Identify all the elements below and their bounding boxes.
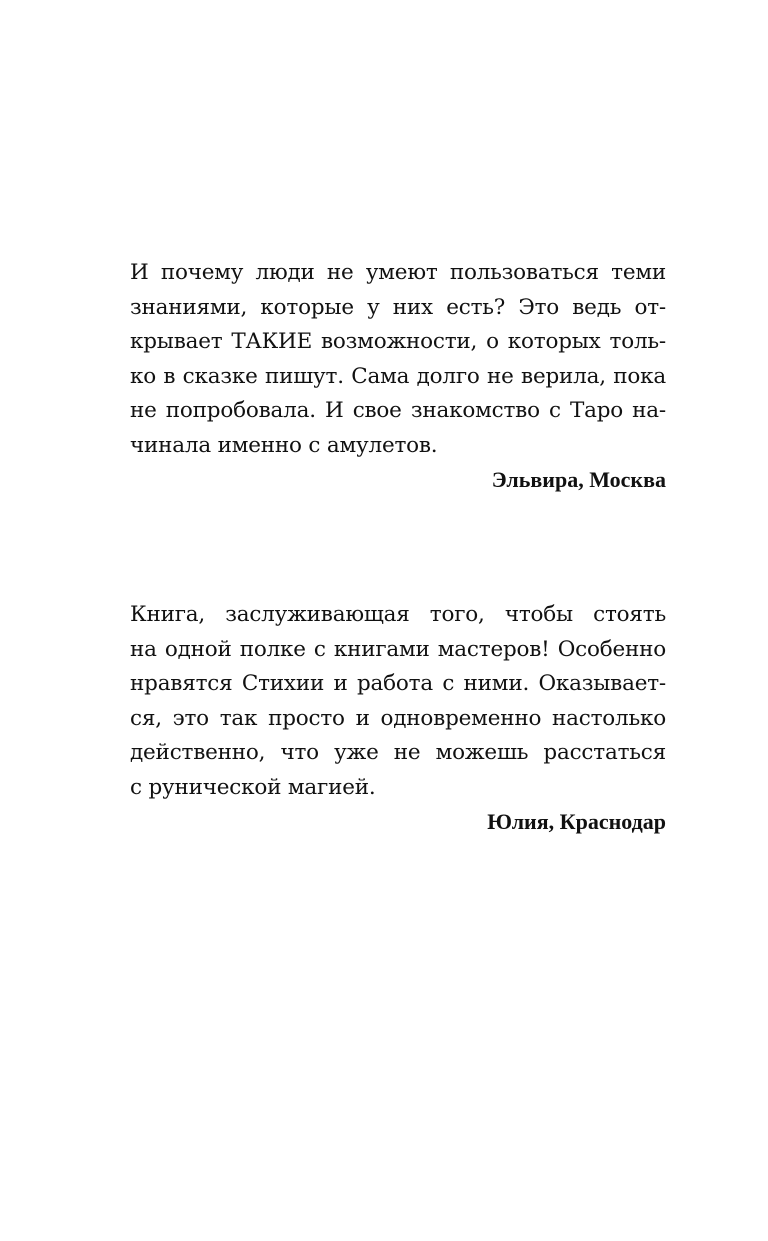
text-line: крывает ТАКИЕ возможности, о которых толь- [130,329,666,354]
text-line: Книга, заслуживающая того, чтобы стоять [130,602,666,627]
text-line: знаниями, которые у них есть? Это ведь от- [130,294,666,320]
testimonial-author: Эльвира, Москва [491,467,666,492]
testimonial-author: Юлия, Краснодар [487,809,666,834]
text-line: ся, это так просто и одновременно настолько [130,705,666,731]
text-line: И почему люди не умеют пользоваться теми [130,260,666,285]
text-line: нравятся Стихии и работа с ними. Оказывает- [130,671,666,696]
text-line: ко в сказке пишут. Сама долго не верила, пока [130,363,666,389]
text-line: не попробовала. И свое знакомство с Таро на- [130,398,666,423]
text-line: на одной полке с книгами мастеров! Особенно [130,636,666,662]
testimonial-1 [130,256,666,498]
text-line: с рунической магией. [130,774,376,800]
testimonial-text [130,256,666,463]
text-line: чинала именно с амулетов. [130,432,438,458]
testimonial-2 [130,598,666,840]
text-line: действенно, что уже не можешь расстаться [130,740,666,765]
testimonial-text [130,598,666,805]
